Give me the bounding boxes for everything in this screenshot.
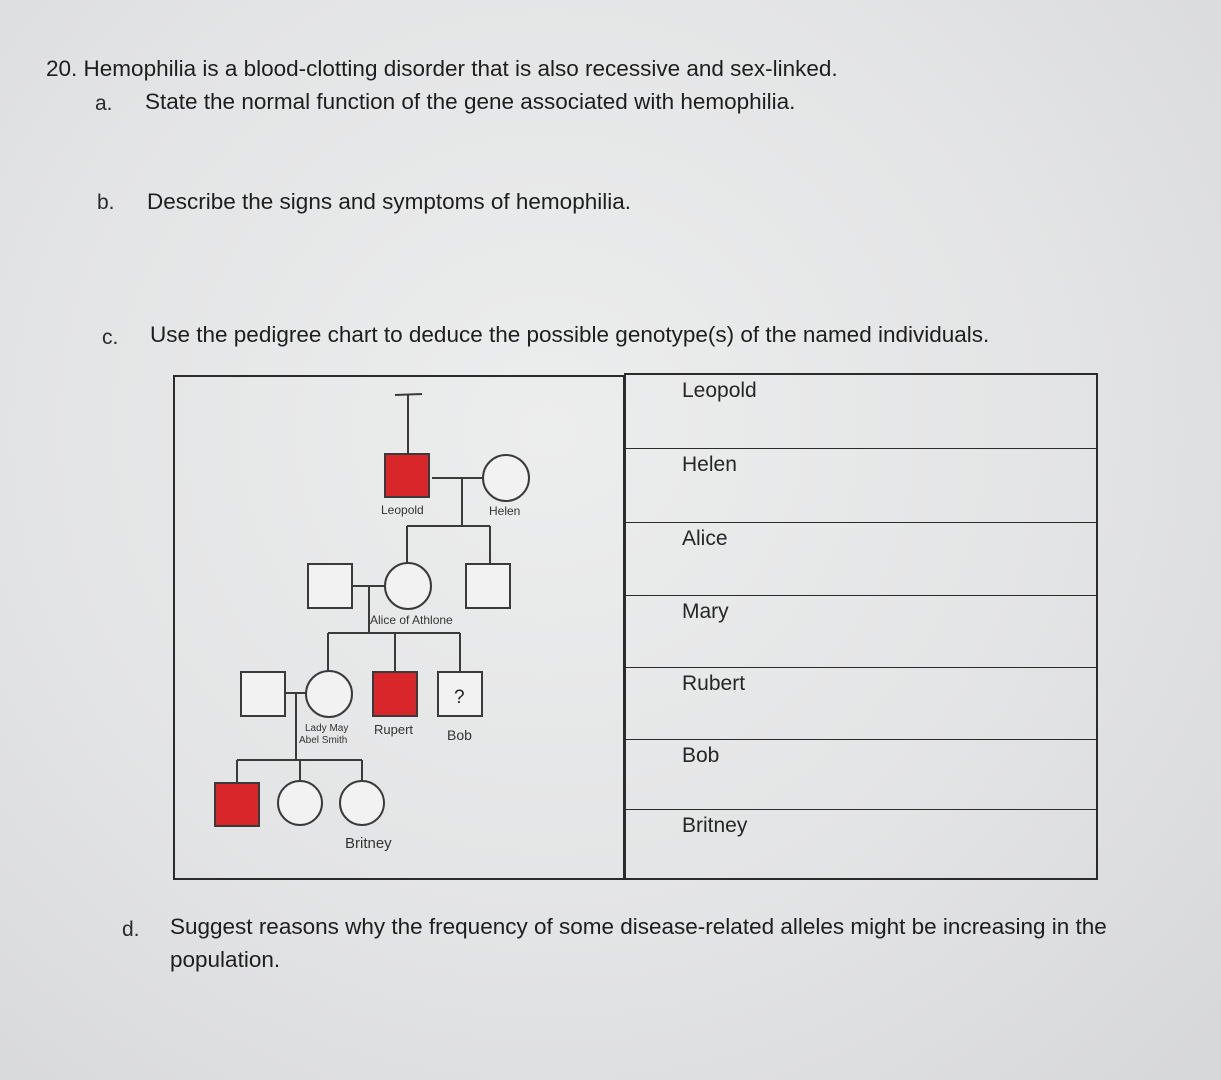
part-b-text: Describe the signs and symptoms of hemophilia. — [147, 189, 631, 214]
part-c-marker: c. — [102, 326, 119, 349]
answer-row-label: Rubert — [682, 672, 746, 695]
answer-row-label: Bob — [682, 744, 720, 767]
alice-spouse-square — [308, 564, 352, 608]
pedigree-chart-frame — [173, 375, 625, 880]
bob-label: Bob — [447, 727, 472, 743]
bob-unknown-mark: ? — [454, 687, 465, 708]
granddaughter-circle — [278, 781, 322, 825]
lady-may-label-line1: Lady May — [305, 723, 349, 734]
question-stem — [46, 56, 838, 82]
question-stem-text: Hemophilia is a blood-clotting disorder that is also recessive and sex-linked. — [83, 56, 838, 81]
answer-row-label: Alice — [682, 527, 728, 550]
answer-row-label: Leopold — [682, 379, 757, 402]
part-d-marker: d. — [122, 918, 140, 941]
question-number: 20. — [46, 56, 78, 81]
answer-row-alice[interactable] — [626, 523, 1096, 596]
answer-row-britney[interactable] — [626, 810, 1096, 880]
part-d-text-line1: Suggest reasons why the frequency of some disease-related alleles might be increasing in the — [170, 914, 1107, 939]
leopold-label: Leopold — [381, 503, 424, 517]
alice-label: Alice of Athlone — [370, 613, 453, 627]
answer-row-label: Britney — [682, 814, 748, 837]
part-d-text-line2: population. — [170, 947, 281, 972]
answer-row-bob[interactable] — [626, 740, 1096, 810]
lady-may-spouse-square — [241, 672, 285, 716]
rupert-affected-square — [373, 672, 417, 716]
helen-label: Helen — [489, 504, 521, 518]
alice-circle — [385, 563, 431, 609]
part-c-text: Use the pedigree chart to deduce the possible genotype(s) of the named individuals. — [150, 322, 990, 347]
part-a-marker: a. — [95, 92, 113, 115]
lady-may-label-line2: Abel Smith — [299, 735, 348, 746]
pedigree-lines — [237, 394, 490, 783]
answer-row-leopold[interactable] — [626, 375, 1096, 449]
rupert-label: Rupert — [374, 722, 414, 737]
answer-row-label: Mary — [682, 600, 729, 623]
helen-circle — [483, 455, 529, 501]
britney-label: Britney — [345, 835, 392, 852]
genotype-answer-table — [624, 373, 1098, 880]
part-a-text: State the normal function of the gene associated with hemophilia. — [145, 89, 796, 114]
pedigree-chart — [175, 377, 627, 882]
answer-row-rubert[interactable] — [626, 668, 1096, 740]
affected-grandson-square — [215, 783, 259, 826]
lady-may-circle — [306, 671, 352, 717]
answer-row-label: Helen — [682, 453, 737, 476]
answer-row-helen[interactable] — [626, 449, 1096, 523]
britney-circle — [340, 781, 384, 825]
answer-row-mary[interactable] — [626, 596, 1096, 668]
leopold-affected-square — [385, 454, 429, 497]
alice-brother-square — [466, 564, 510, 608]
part-b-marker: b. — [97, 191, 115, 214]
